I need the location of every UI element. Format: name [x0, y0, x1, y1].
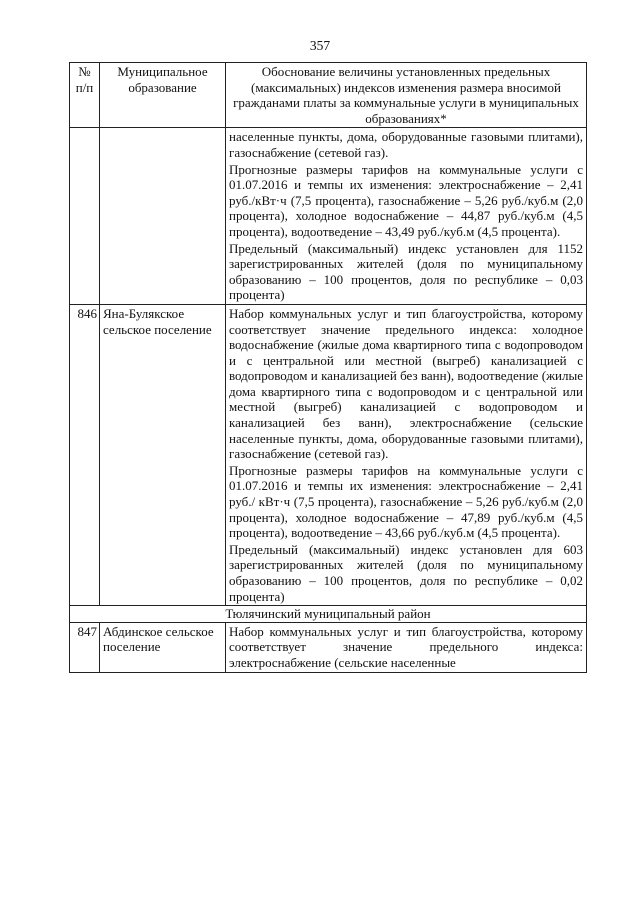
page-number: 357 — [309, 38, 331, 53]
cell-basis — [226, 622, 587, 672]
table-row-continuation — [70, 128, 587, 305]
municipality-name: Яна-Булякское сельское поселение — [100, 304, 226, 605]
header-num: № п/п — [70, 63, 100, 128]
region-heading-row — [70, 606, 587, 623]
cell-num-empty — [70, 128, 100, 305]
header-municipality: Муниципальное образование — [100, 63, 226, 128]
paragraph: Набор коммунальных услуг и тип благоустройства, которому соответствует значение предельного индекса: электроснабжение (сельские населенные — [229, 623, 583, 670]
cell-basis — [226, 304, 587, 605]
paragraph: Предельный (максимальный) индекс установлен для 1152 зарегистрированных жителей (доля по муниципальному образованию – 100 процентов, доля по республике – 0,03 процента) — [229, 240, 583, 303]
row-number: 847 — [70, 622, 100, 672]
cell-basis-continuation — [226, 128, 587, 305]
table-header-row — [70, 63, 587, 128]
paragraph: населенные пункты, дома, оборудованные газовыми плитами), газоснабжение (сетевой газ). — [229, 129, 583, 160]
table-row — [70, 304, 587, 605]
paragraph: Прогнозные размеры тарифов на коммунальные услуги с 01.07.2016 и темпы их изменения: электроснабжение – 2,41 руб./кВт·ч (7,5 процента), газоснабжение – 5,26 руб./куб.м (2,0 процента), холодное водоснабжение – 44,87 руб./куб.м (4,5 процента), водоотведение – 43,49 руб./куб.м (4,5 процента). — [229, 161, 583, 239]
header-basis: Обоснование величины установленных предельных (максимальных) индексов изменения размера вносимой гражданами платы за коммунальные услуги в муниципальных образованиях* — [226, 63, 587, 128]
tariff-table — [69, 62, 587, 673]
paragraph: Набор коммунальных услуг и тип благоустройства, которому соответствует значение предельного индекса: холодное водоснабжение (жилые дома квартирного типа с водопроводом и с центральной или местной (выгреб) канализацией с водопроводом и канализацией без ванн), водоотведение (жилые дома квартирного типа с водопроводом и с центральной или местной (выгреб) канализацией с водопроводом и канализацией без ванн), электроснабжение (сельские населенные пункты, дома, оборудованные газовыми плитами), газоснабжение (сетевой газ). — [229, 305, 583, 462]
region-heading: Тюлячинский муниципальный район — [70, 606, 587, 623]
paragraph: Прогнозные размеры тарифов на коммунальные услуги с 01.07.2016 и темпы их изменения: электроснабжение – 2,41 руб./ кВт·ч (7,5 процента), газоснабжение – 5,26 руб./куб.м (2,0 процента), холодное водоснабжение – 47,89 руб./куб.м (4,5 процента), водоотведение – 43,66 руб./куб.м (4,5 процента). — [229, 462, 583, 541]
row-number: 846 — [70, 304, 100, 605]
municipality-name: Абдинское сельское поселение — [100, 622, 226, 672]
cell-municipality-empty — [100, 128, 226, 305]
table-row — [70, 622, 587, 672]
paragraph: Предельный (максимальный) индекс установлен для 603 зарегистрированных жителей (доля по муниципальному образованию – 100 процентов, доля по республике – 0,02 процента) — [229, 541, 583, 604]
